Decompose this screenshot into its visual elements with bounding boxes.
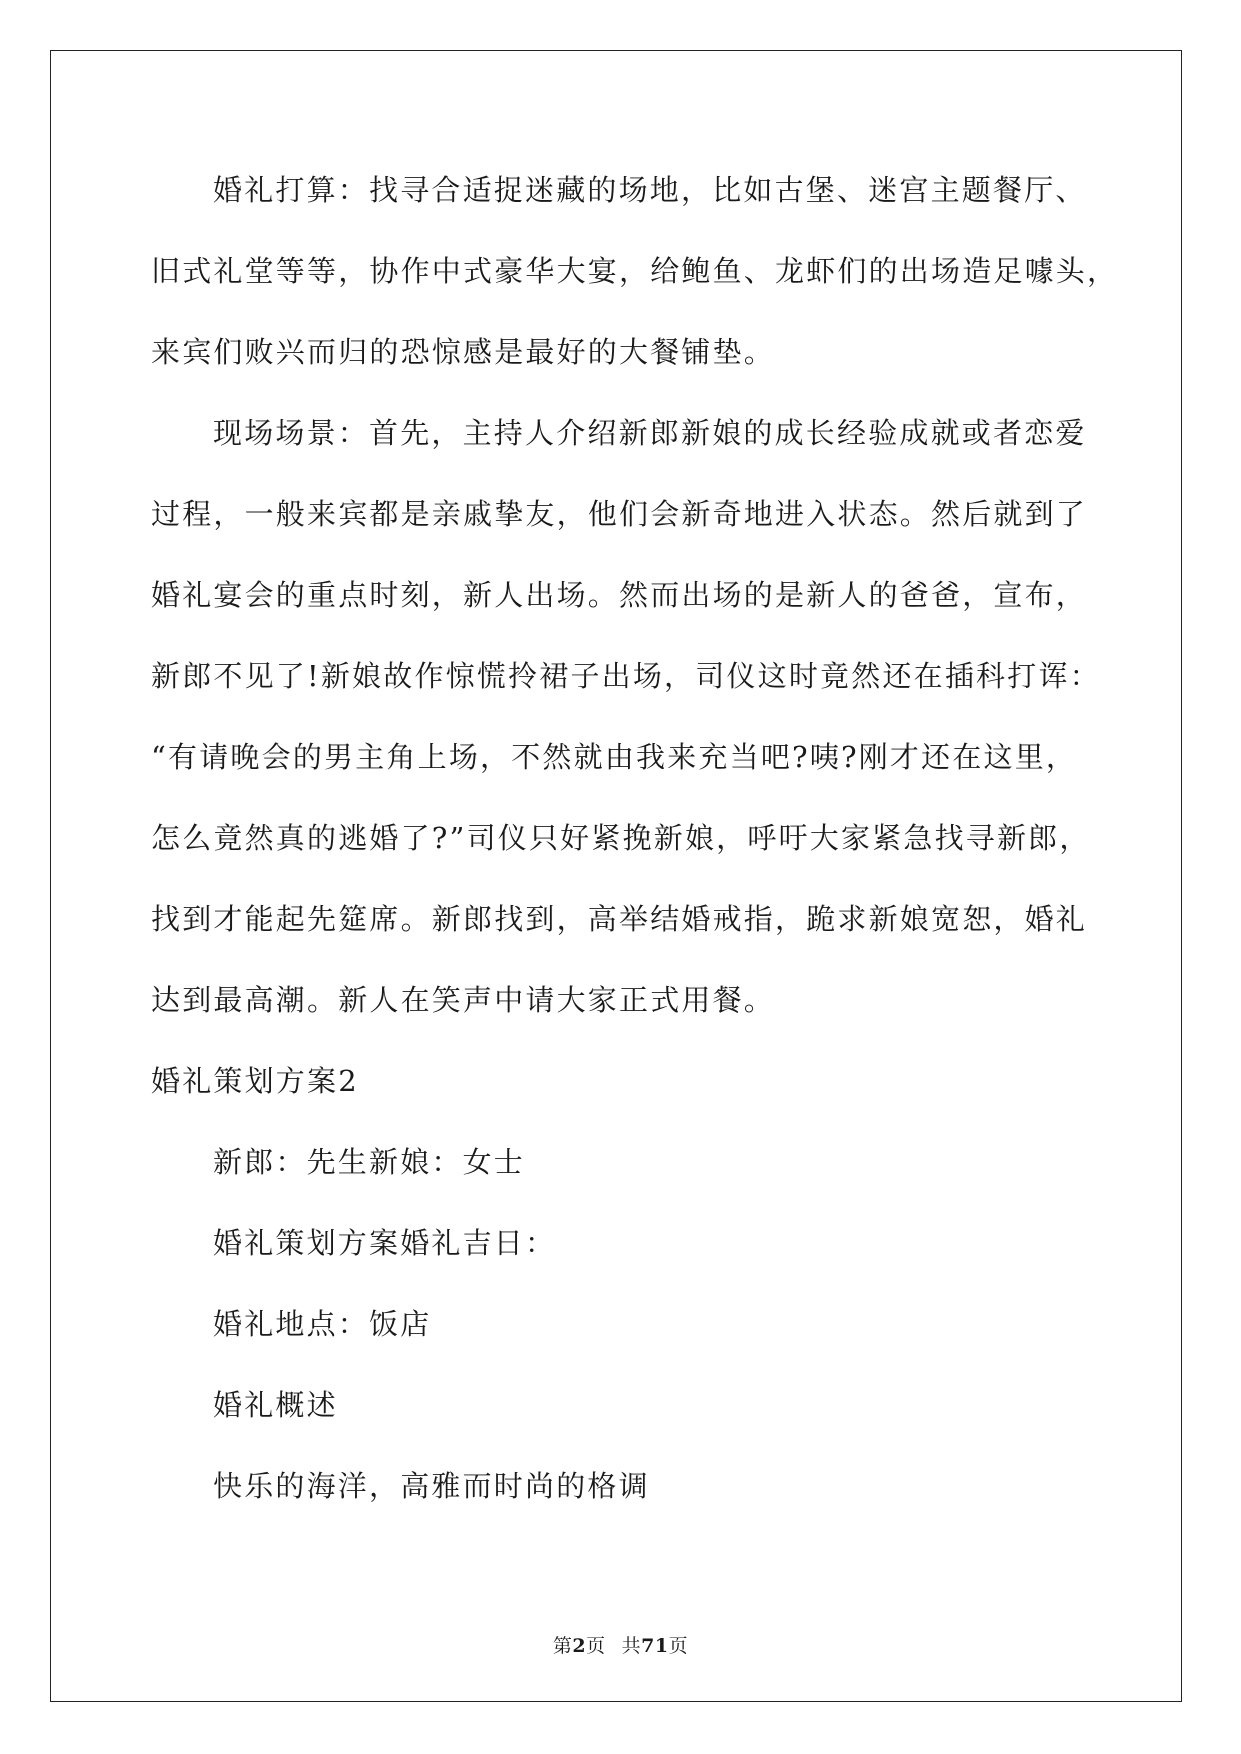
paragraph-line: 找到才能起先筵席。新郎找到，高举结婚戒指，跪求新娘宽恕，婚礼	[151, 902, 1088, 936]
paragraph-line: 旧式礼堂等等，协作中式豪华大宴，给鲍鱼、龙虾们的出场造足噱头，	[151, 254, 1119, 288]
paragraph-line: 婚礼策划方案婚礼吉日：	[213, 1226, 557, 1260]
total-pages: 71	[641, 1635, 669, 1657]
page-prefix: 第	[552, 1635, 573, 1657]
paragraph-line: 快乐的海洋，高雅而时尚的格调	[213, 1469, 650, 1503]
page-footer	[0, 1634, 1241, 1658]
paragraph-line: 来宾们败兴而归的恐惊感是最好的大餐铺垫。	[151, 335, 776, 369]
page-number: 2	[572, 1635, 587, 1657]
paragraph-line: 新郎：先生新娘：女士	[213, 1145, 526, 1179]
paragraph-line: 婚礼打算：找寻合适捉迷藏的场地，比如古堡、迷宫主题餐厅、	[213, 173, 1087, 207]
paragraph-line: “有请晚会的男主角上场，不然就由我来充当吧?咦?刚才还在这里，	[151, 740, 1078, 774]
total-suffix: 页	[668, 1635, 689, 1657]
page-suffix: 页	[586, 1635, 606, 1657]
paragraph-line: 新郎不见了!新娘故作惊慌拎裙子出场，司仪这时竟然还在插科打诨：	[151, 659, 1101, 693]
paragraph-line: 达到最高潮。新人在笑声中请大家正式用餐。	[151, 983, 776, 1017]
total-prefix: 共	[621, 1635, 642, 1657]
paragraph-line: 现场场景：首先，主持人介绍新郎新娘的成长经验成就或者恋爱	[213, 416, 1087, 450]
paragraph-line: 怎么竟然真的逃婚了?”司仪只好紧挽新娘，呼吁大家紧急找寻新郎，	[151, 821, 1091, 855]
paragraph-line: 过程，一般来宾都是亲戚挚友，他们会新奇地进入状态。然后就到了	[151, 497, 1088, 531]
section-heading: 婚礼策划方案2	[151, 1064, 359, 1098]
paragraph-line: 婚礼概述	[213, 1388, 338, 1422]
paragraph-line: 婚礼宴会的重点时刻，新人出场。然而出场的是新人的爸爸，宣布，	[151, 578, 1088, 612]
document-body	[151, 150, 1119, 1527]
paragraph-line: 婚礼地点：饭店	[213, 1307, 432, 1341]
